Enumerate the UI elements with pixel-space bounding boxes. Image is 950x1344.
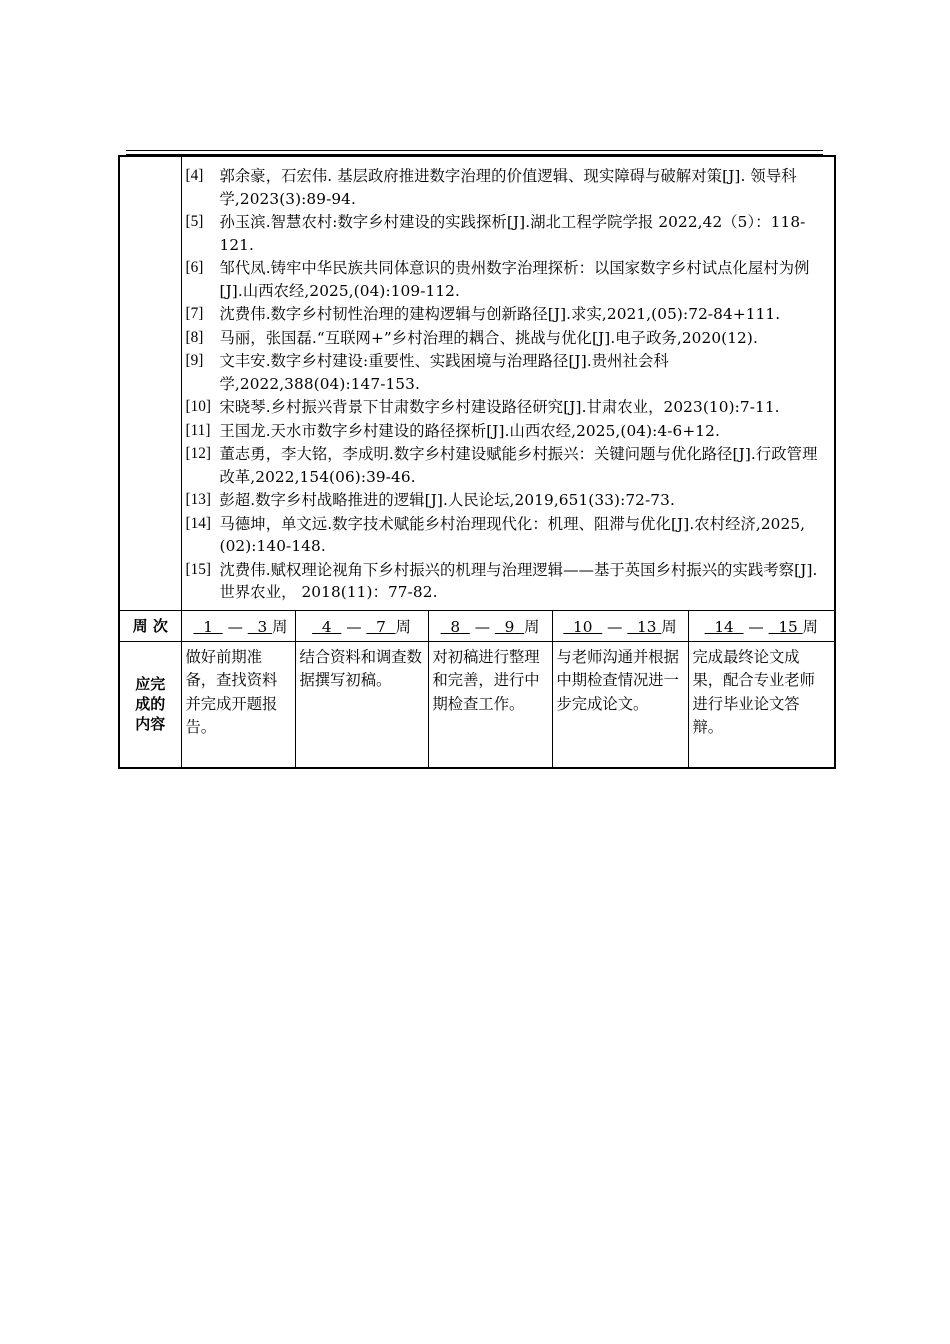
reference-number: [13] <box>185 491 211 508</box>
reference-number: [4] <box>185 167 204 184</box>
reference-text: 沈费伟.数字乡村韧性治理的建构逻辑与创新路径[J].求实,2021,(05):72-84+111. <box>219 305 781 323</box>
reference-text: 王国龙.天水市数字乡村建设的路径探析[J].山西农经,2025,(04):4-6+12. <box>219 421 720 440</box>
tasks-row <box>119 641 835 768</box>
reference-item <box>186 303 829 326</box>
task-cell-5: 完成最终论文成果，配合专业老师进行毕业论文答辩。 <box>688 641 835 768</box>
reference-item <box>186 559 829 604</box>
week-range-2: 4 — 7 周 <box>295 610 428 641</box>
week-range-1: 1 — 3 周 <box>181 610 295 641</box>
reference-number: [7] <box>185 305 204 322</box>
reference-text: 沈费伟.赋权理论视角下乡村振兴的机理与治理逻辑——基于英国乡村振兴的实践考察[J].世界农业， 2018(11)：77-82. <box>219 560 818 601</box>
reference-item <box>186 396 829 419</box>
references-label-cell <box>119 156 181 610</box>
reference-item <box>186 489 829 512</box>
reference-number: [15] <box>185 560 211 578</box>
reference-item <box>186 420 829 443</box>
reference-text: 彭超.数字乡村战略推进的逻辑[J].人民论坛,2019,651(33):72-73. <box>219 491 675 509</box>
reference-item <box>186 350 829 395</box>
task-label <box>119 641 181 768</box>
reference-list <box>186 165 829 604</box>
reference-number: [12] <box>185 445 211 462</box>
reference-text: 宋晓琴.乡村振兴背景下甘肃数字乡村建设路径研究[J].甘肃农业，2023(10):7-11. <box>219 398 780 416</box>
reference-number: [9] <box>185 352 204 369</box>
task-cell-4: 与老师沟通并根据中期检查情况进一步完成论文。 <box>552 641 688 768</box>
task-cell-1: 做好前期准备，查找资料并完成开题报告。 <box>181 641 295 768</box>
references-cell <box>181 156 835 610</box>
week-range-4: 10 — 13 周 <box>552 610 688 641</box>
reference-item <box>186 327 829 350</box>
reference-number: [6] <box>185 259 204 276</box>
reference-item <box>186 257 829 302</box>
reference-number: [10] <box>185 398 211 415</box>
reference-text: 郭余豪，石宏伟. 基层政府推进数字治理的价值逻辑、现实障碍与破解对策[J]. 领导科学,2023(3):89-94. <box>219 167 797 208</box>
reference-number: [11] <box>185 421 211 439</box>
references-row <box>119 156 835 610</box>
task-cell-2: 结合资料和调查数据撰写初稿。 <box>295 641 428 768</box>
reference-text: 马德坤，单文远.数字技术赋能乡村治理现代化：机理、阻滞与优化[J].农村经济,2025,(02):140-148. <box>219 514 806 555</box>
reference-number: [5] <box>185 213 204 230</box>
week-range-3: 8 — 9 周 <box>428 610 552 641</box>
reference-text: 文丰安.数字乡村建设:重要性、实践困境与治理路径[J].贵州社会科学,2022,388(04):147-153. <box>219 352 669 393</box>
week-label: 周 次 <box>119 610 181 641</box>
reference-text: 邹代凤.铸牢中华民族共同体意识的贵州数字治理探析：以国家数字乡村试点化屋村为例[J].山西农经,2025,(04):109-112. <box>219 259 810 300</box>
reference-item <box>186 211 829 256</box>
reference-text: 孙玉滨.智慧农村:数字乡村建设的实践探析[J].湖北工程学院学报 2022,42（5）：118-121. <box>219 213 806 254</box>
reference-item <box>186 443 829 488</box>
reference-item <box>186 513 829 558</box>
reference-text: 马丽，张国磊.“互联网+”乡村治理的耦合、挑战与优化[J].电子政务,2020(12). <box>219 328 758 347</box>
proposal-form-table <box>118 155 836 769</box>
reference-item <box>186 165 829 210</box>
reference-number: [14] <box>185 514 211 532</box>
top-double-rule-upper <box>126 150 823 151</box>
weeks-row <box>119 610 835 641</box>
reference-text: 董志勇，李大铭，李成明.数字乡村建设赋能乡村振兴：关键问题与优化路径[J].行政管理改革,2022,154(06):39-46. <box>219 445 818 486</box>
week-range-5: 14 — 15 周 <box>688 610 835 641</box>
reference-number: [8] <box>185 328 204 346</box>
task-cell-3: 对初稿进行整理和完善，进行中期检查工作。 <box>428 641 552 768</box>
task-label-text: 应完成的内容 <box>135 675 166 733</box>
